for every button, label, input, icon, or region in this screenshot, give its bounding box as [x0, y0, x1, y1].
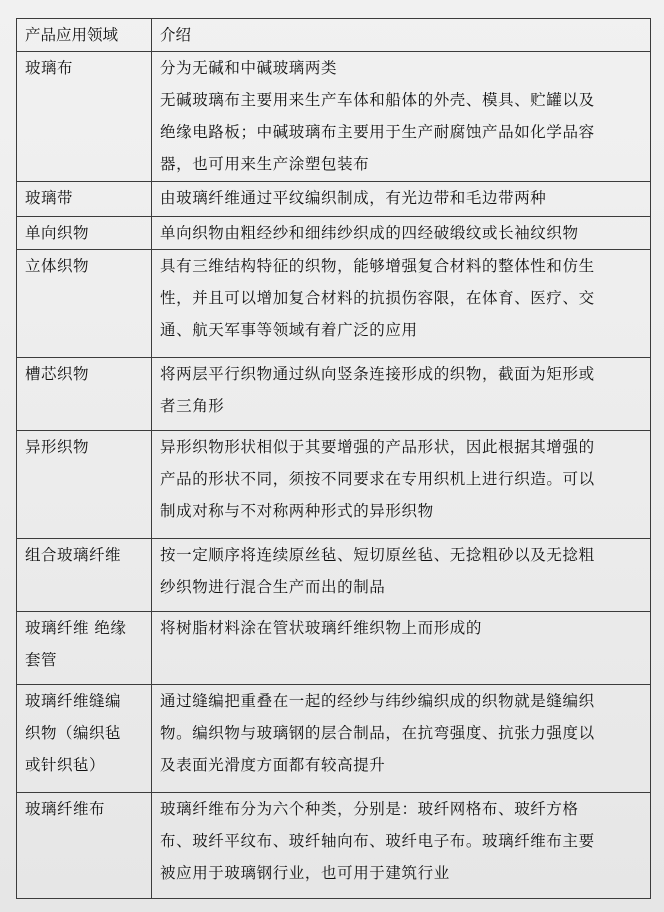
description-line: 绝缘电路板；中碱玻璃布主要用于生产耐腐蚀产品如化学品容 — [160, 123, 595, 141]
row-description-cell — [152, 358, 651, 431]
row-description-cell — [152, 612, 651, 685]
row-description-cell — [152, 250, 651, 358]
description-line: 及表面光滑度方面都有较高提升 — [160, 756, 386, 774]
description-line: 器，也可用来生产涂塑包装布 — [160, 155, 370, 173]
description-line: 具有三维结构特征的织物，能够增强复合材料的整体性和仿生 — [160, 257, 595, 275]
description-line: 异形织物形状相似于其要增强的产品形状，因此根据其增强的 — [160, 438, 595, 456]
description-line: 产品的形状不同，须按不同要求在专用织机上进行织造。可以 — [160, 470, 595, 488]
field-line: 玻璃布 — [25, 59, 74, 77]
header-description: 介绍 — [152, 19, 651, 52]
field-line: 立体织物 — [25, 257, 90, 275]
table-row — [17, 217, 651, 250]
product-application-table — [16, 18, 651, 899]
field-line: 玻璃纤维 绝缘 — [25, 619, 127, 637]
description-line: 布、玻纤平纹布、玻纤轴向布、玻纤电子布。玻璃纤维布主要 — [160, 832, 595, 850]
table-row — [17, 685, 651, 793]
row-field-cell — [17, 217, 152, 250]
row-description-cell — [152, 539, 651, 612]
table-row — [17, 358, 651, 431]
table-header-row — [17, 19, 651, 52]
description-line: 按一定顺序将连续原丝毡、短切原丝毡、无捻粗砂以及无捻粗 — [160, 546, 595, 564]
row-field-cell — [17, 182, 152, 217]
table-row — [17, 793, 651, 899]
description-line: 将两层平行织物通过纵向竖条连接形成的织物，截面为矩形或 — [160, 365, 595, 383]
table-row — [17, 52, 651, 182]
description-line: 分为无碱和中碱玻璃两类 — [160, 59, 338, 77]
description-line: 通、航天军事等领域有着广泛的应用 — [160, 321, 418, 339]
table-row — [17, 612, 651, 685]
description-line: 者三角形 — [160, 397, 225, 415]
row-field-cell — [17, 431, 152, 539]
row-description-cell — [152, 685, 651, 793]
field-line: 玻璃纤维布 — [25, 800, 106, 818]
table-row — [17, 182, 651, 217]
description-line: 玻璃纤维布分为六个种类，分别是：玻纤网格布、玻纤方格 — [160, 800, 579, 818]
field-line: 单向织物 — [25, 224, 90, 242]
description-line: 被应用于玻璃钢行业，也可用于建筑行业 — [160, 864, 450, 882]
table-row — [17, 250, 651, 358]
description-line: 制成对称与不对称两种形式的异形织物 — [160, 502, 434, 520]
field-line: 织物（编织毡 — [25, 724, 122, 742]
row-field-cell — [17, 793, 152, 899]
row-description-cell — [152, 182, 651, 217]
description-line: 通过缝编把重叠在一起的经纱与纬纱编织成的织物就是缝编织 — [160, 692, 595, 710]
description-line: 单向织物由粗经纱和细纬纱织成的四经破缎纹或长袖纹织物 — [160, 224, 579, 242]
description-line: 由玻璃纤维通过平纹编织制成，有光边带和毛边带两种 — [160, 189, 547, 207]
description-line: 无碱玻璃布主要用来生产车体和船体的外壳、模具、贮罐以及 — [160, 91, 595, 109]
row-field-cell — [17, 612, 152, 685]
row-field-cell — [17, 685, 152, 793]
row-field-cell — [17, 250, 152, 358]
row-field-cell — [17, 52, 152, 182]
table-row — [17, 431, 651, 539]
field-line: 槽芯织物 — [25, 365, 90, 383]
field-line: 套管 — [25, 651, 58, 669]
row-description-cell — [152, 52, 651, 182]
field-line: 玻璃纤维缝编 — [25, 692, 122, 710]
row-description-cell — [152, 793, 651, 899]
row-description-cell — [152, 217, 651, 250]
description-line: 将树脂材料涂在管状玻璃纤维织物上而形成的 — [160, 619, 483, 637]
table-row — [17, 539, 651, 612]
description-line: 物。编织物与玻璃钢的层合制品，在抗弯强度、抗张力强度以 — [160, 724, 595, 742]
field-line: 异形织物 — [25, 438, 90, 456]
field-line: 玻璃带 — [25, 189, 74, 207]
field-line: 或针织毡） — [25, 756, 106, 774]
description-line: 性，并且可以增加复合材料的抗损伤容限，在体育、医疗、交 — [160, 289, 595, 307]
row-description-cell — [152, 431, 651, 539]
field-line: 组合玻璃纤维 — [25, 546, 122, 564]
row-field-cell — [17, 358, 152, 431]
description-line: 纱织物进行混合生产而出的制品 — [160, 578, 386, 596]
row-field-cell — [17, 539, 152, 612]
header-field: 产品应用领域 — [17, 19, 152, 52]
